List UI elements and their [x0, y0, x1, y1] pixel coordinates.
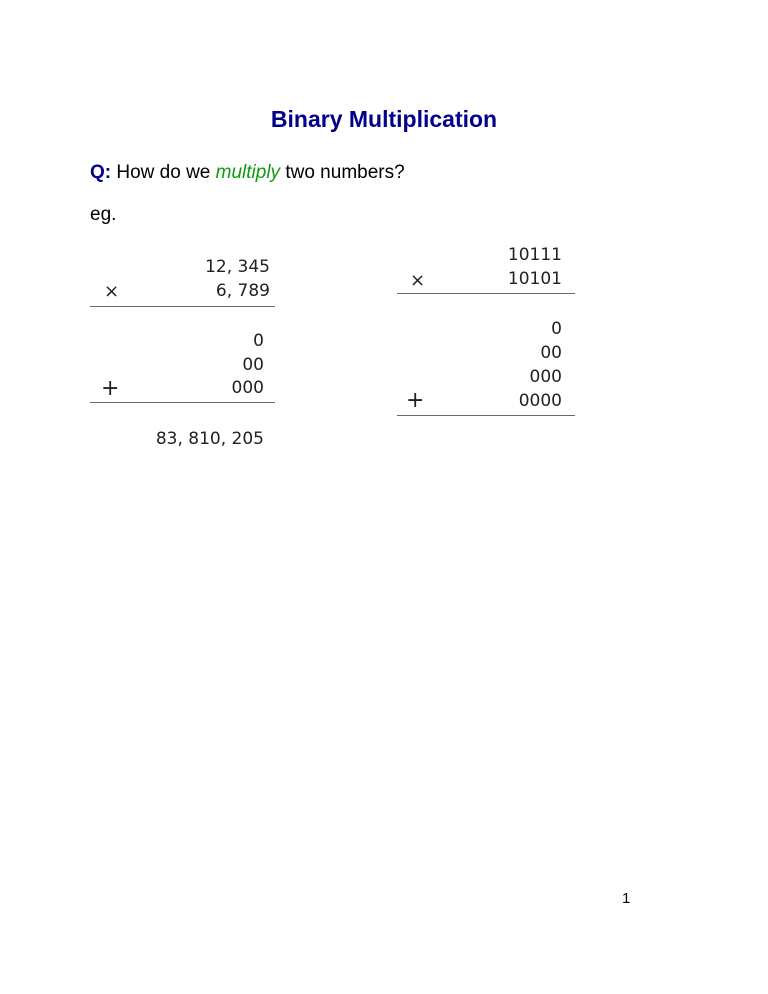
binary-partial-1: 0	[551, 319, 562, 339]
decimal-bottom-rule	[90, 402, 275, 403]
binary-bottom-rule	[397, 415, 575, 416]
example-label: eg.	[90, 204, 117, 225]
decimal-multiplier: 6, 789	[215, 281, 270, 301]
decimal-plus-sign: +	[101, 376, 120, 401]
question-label: Q:	[90, 162, 112, 183]
binary-partial-4: 0000	[518, 391, 562, 411]
decimal-top-rule	[90, 306, 275, 307]
decimal-partial-1: 0	[253, 331, 264, 351]
decimal-partial-2: 00	[242, 355, 264, 375]
decimal-result: 83, 810, 205	[155, 429, 264, 449]
question-text-after: two numbers?	[280, 162, 405, 183]
page-number: 1	[622, 890, 631, 907]
binary-times-sign: ×	[410, 270, 426, 291]
binary-partial-2: 00	[540, 343, 562, 363]
question-text-before: How do we	[111, 162, 216, 183]
binary-partial-3: 000	[529, 367, 562, 387]
question-emphasis: multiply	[215, 162, 281, 183]
binary-plus-sign: +	[406, 388, 425, 413]
page-title: Binary Multiplication	[270, 106, 498, 132]
decimal-partial-3: 000	[231, 378, 264, 398]
decimal-times-sign: ×	[104, 281, 120, 302]
question-line	[90, 160, 405, 186]
binary-multiplicand: 10111	[507, 245, 562, 265]
decimal-multiplicand: 12, 345	[205, 257, 270, 277]
binary-multiplier: 10101	[507, 269, 562, 289]
binary-top-rule	[397, 293, 575, 294]
